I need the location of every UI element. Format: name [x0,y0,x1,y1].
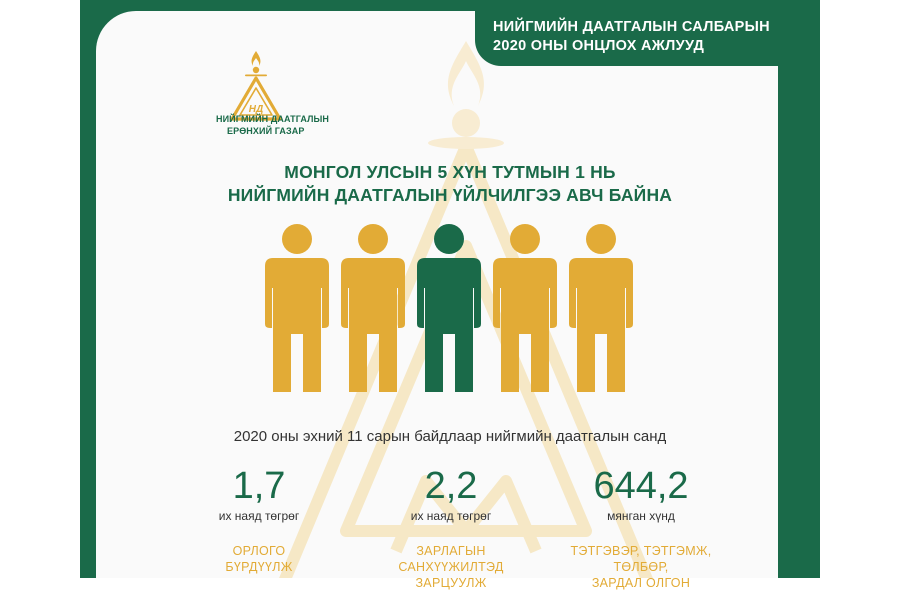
stat-label [159,543,359,575]
stat-label-line: САНХҮҮЖИЛТЭД [398,560,504,574]
stat-beneficiaries [541,466,741,591]
stat-label-line: ТЭТГЭВЭР, ТЭТГЭМЖ, [570,544,712,558]
person-icon [265,224,329,392]
stat-value: 644,2 [593,465,689,507]
stat-value: 2,2 [424,465,478,507]
stat-label-line: ЗАРЛАГЫН [416,544,486,558]
person-icon [341,224,405,392]
stat-unit: их наяд төгрөг [218,509,300,523]
logo-emblem-icon [229,49,283,121]
stat-label-line: ЗАРЦУУЛЖ [415,576,487,590]
stats-subtitle: 2020 оны эхний 11 сарын байдлаар нийгмийн даатгалын санд [233,428,667,445]
header-title-line2: 2020 ОНЫ ОНЦЛОХ АЖЛУУД [493,38,705,54]
stat-income [159,466,359,575]
person-icon [569,224,633,392]
stat-label [351,543,551,591]
stat-label-line: ТӨЛБӨР, [613,560,669,574]
person-highlighted-icon [417,224,481,392]
logo-name-line1: НИЙГМИЙН ДААТГАЛЫН [216,114,330,124]
stat-label-line: ЗАРДАЛ ОЛГОН [591,576,691,590]
logo-name-line2: ЕРӨНХИЙ ГАЗАР [227,126,305,136]
stat-expense [351,466,551,591]
header-banner [475,0,820,66]
header-title-line1: НИЙГМИЙН ДААТГАЛЫН САЛБАРЫН [493,19,770,35]
stat-label-line: ОРЛОГО [232,544,286,558]
logo-monogram: НД [248,104,264,115]
stat-label [541,543,741,591]
people-pictogram [262,222,640,398]
stat-unit: мянган хүнд [607,509,675,523]
headline-line1: МОНГОЛ УЛСЫН 5 ХҮН ТУТМЫН 1 НЬ [284,162,616,182]
stat-label-line: БҮРДҮҮЛЖ [225,560,293,574]
stat-unit: их наяд төгрөг [410,509,492,523]
headline-line2: НИЙГМИЙН ДААТГАЛЫН ҮЙЛЧИЛГЭЭ АВЧ БАЙНА [227,185,673,205]
person-icon [493,224,557,392]
stat-value: 1,7 [232,465,286,507]
